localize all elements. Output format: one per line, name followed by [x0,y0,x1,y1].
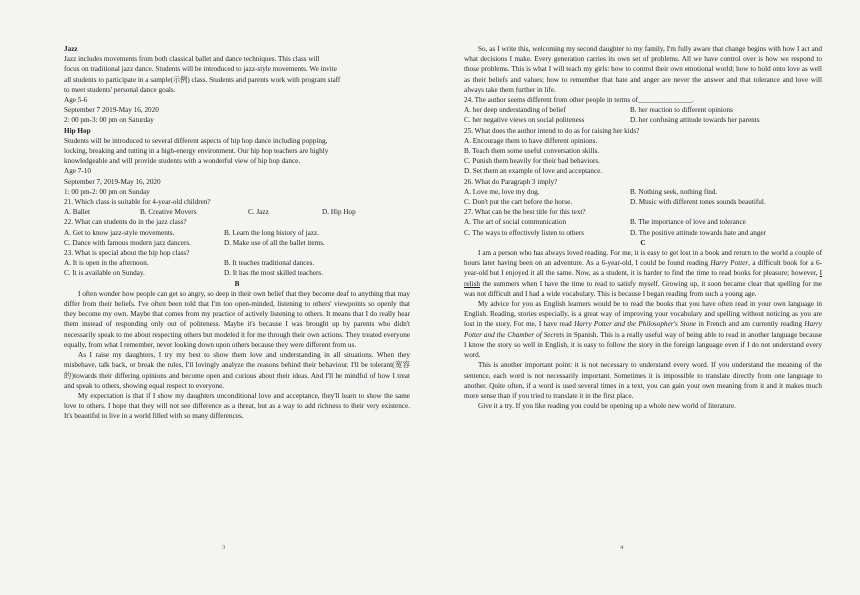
option-a: A. It is open in the afternoon. [64,259,149,268]
option-d: D. The positive attitude towards hate and anger [630,228,766,237]
question-stem: 26. What do Paragraph 3 imply? [464,177,558,186]
question-21 [64,197,410,217]
jazz-line: Jazz includes movements from both classical ballet and dance techniques. This class will [64,55,320,64]
passage-b-paragraph-3: My expectation is that if I show my daughters unconditional love and acceptance, they'll learn to show the same love to others. I hope that they will not see difference as a threat, but as a way to add richness to their very existence. It's beautiful to live in a world filled with so many differences. [64,391,410,421]
page-number: 3 [222,544,226,551]
option-c: C. Don't put the cart before the horse. [464,198,573,207]
option-c: C. Jazz [248,208,269,217]
question-stem: 22. What can students do in the jazz class? [64,218,187,227]
option-c: C. her negative views on social politeness [464,116,585,125]
option-row [64,207,410,217]
option-d: D. Make use of all the ballet items. [224,238,325,247]
jazz-age: Age 5-6 [64,96,88,105]
question-22 [64,217,410,248]
option-a: A. Get to know jazz-style movements. [64,228,175,237]
option-c: C. Punish them heavily for their bad behaviors. [464,157,600,166]
option-row [464,197,822,207]
question-stem: 24. The author seems different from other people in terms of_______________. [464,96,694,105]
question-stem: 25. What does the author intend to do as for raising her kids? [464,126,640,135]
option-row [64,268,410,278]
option-row [464,228,822,238]
hiphop-line: locking, breaking and tutting in a high-energy environment. Our hip hop teachers are highly [64,147,329,156]
text-run: My advice for you as English learners would be to read the books that you have often read in your own language in English. Reading, stories especially, is a great way of improving your vocabulary and spelling without noticing as you are lost in the story. For me, I have read [464,300,822,329]
hiphop-age: Age 7-10 [64,167,91,176]
page-number: 4 [620,544,624,551]
jazz-heading: Jazz [64,45,78,53]
passage-c-paragraph-3: This is another important point: it is not necessary to understand every word. If you understand the meaning of the sentence, each word is not necessarily important. Sometimes it is impossible to translate directly from one language to another. Quite often, if a word is used several times in a text, you can gain your own meaning from it and it makes much more sense than if you tried to translate it in the first place. [464,361,822,400]
option-row [64,258,410,268]
option-row [464,187,822,197]
jazz-section [64,54,410,125]
text-run: I am a person who has always loved reading. For me, it is easy to get lost in a book and return to the world a couple of hours later having been on an adventure. As a 6-year-old, I could be found reading [464,249,822,268]
passage-c-paragraph-2 [464,299,822,360]
jazz-line: to meet students' personal dance goals. [64,85,176,94]
passage-c-paragraph-1 [464,248,822,299]
option-b: B. Teach them some useful conversation skills. [464,147,600,156]
text-run: the summers when I have the time to read to satisfy myself. Growing up, it soon became clear that spelling for me was not difficult and I had a wide vocabulary. This is because I began reading from such a young age. [464,279,822,298]
option-c: C. Dance with famous modern jazz dancers. [64,238,191,247]
option-b: B. Learn the long history of jazz. [224,228,320,237]
option-row [464,105,822,115]
question-stem: 27. What can be the best title for this text? [464,208,586,217]
option-a: A. Ballet [64,208,90,217]
book-title: Harry Potter and the Philosopher's Stone [574,320,697,329]
option-d: D. her confusing attitude towards her parents [630,116,760,125]
jazz-time: 2: 00 pm-3: 00 pm on Saturday [64,116,154,125]
option-d: D. Hip Hop [322,208,356,217]
option-row [464,115,822,125]
book-title: Harry Potter and the Chamber of Secrets [464,320,822,339]
question-24 [464,95,822,126]
hiphop-line: Students will be introduced to several different aspects of hip hop dance including popping, [64,136,328,145]
option-a: A. her deep understanding of belief [464,106,566,115]
book-title: Harry Potter [710,259,749,268]
option-b: B. It teaches traditional dances. [224,259,315,268]
hiphop-line: knowledgeable and will provide students with a wonderful view of hip hop dance. [64,157,301,166]
underlined-phrase: I relish [464,269,822,288]
text-run: in French and am currently reading [696,320,805,329]
passage-b-paragraph-4: So, as I write this, welcoming my second daughter to my family, I'm fully aware that change begins with how I act and what decisions I make. Every generation carries its own set of problems. All we have control over is how we respond to those problems. This is what I will teach my girls: how to control their own emotional world; how to hold onto love as well as their beliefs and values; how to remember that hate and anger are never the answer and that tolerance and love will always take them further in life. [464,45,822,94]
option-a: A. The art of social communication [464,218,567,227]
hiphop-dates: September 7, 2019-May 16, 2020 [64,177,161,186]
option-d: D. Music with different tones sounds beautiful. [630,198,766,207]
option-a: A. Encourage them to have different opinions. [464,136,598,145]
jazz-line: focus on traditional jazz dance. Students will be introduced to jazz-style movements. We invite [64,65,337,74]
option-b: B. Creative Movers [140,208,197,217]
option-a: A. Love me, love my dog. [464,187,540,196]
hiphop-heading: Hip Hop [64,126,91,135]
question-23 [64,248,410,279]
jazz-line: all students to participate in a sample(示例) class. Students and parents work with program staff [64,75,341,84]
option-b: B. Nothing seek, nothing find. [630,187,718,196]
passage-b-paragraph-1: I often wonder how people can get so angry, so deep in their own belief that they become deaf to anything that may differ from their beliefs. I've often been told that I'm too open-minded, listening to others' viewpoints so openly that they become my own. Maybe that comes from my practice of actively listening to others. It means that I do really hear them instead of responding only out of politeness. Maybe it's because I was brought up by parents who didn't necessarily speak to me about respecting others but modeled it for me through their own actions. They treated everyone equally, from what I remember, never looking down upon others because they were different from us. [64,289,410,349]
passage-c-paragraph-4: Give it a try. If you like reading you could be opening up a whole new world of literature. [478,402,736,411]
jazz-dates: September 7 2019-May 16, 2020 [64,106,159,115]
question-stem: 23. What is special about the hip hop class? [64,249,190,258]
option-d: D. It has the most skilled teachers. [224,269,324,278]
question-27 [464,207,822,238]
right-page [430,0,860,595]
hiphop-section [64,136,410,197]
question-stem: 21. Which class is suitable for 4-year-old children? [64,198,211,207]
section-c-heading: C [640,238,646,247]
text-run: in Spanish. This is a really useful way of being able to read in another language because I know the story so well in English, it is easy to follow the story in the foreign language even if I do not understand every word. [464,330,822,360]
option-row [64,238,410,248]
passage-b-paragraph-2: As I raise my daughters, I try my best to show them love and understanding in all situations. When they misbehave, talk back, or break the rules, I'll lovingly analyze the reasons behind their behaviour. I'll be tolerant(宽容的)towards their differing opinions and become open and curious about their ideas. And I'll be mindful of how I treat and speak to others, showing equal respect to everyone. [64,351,410,390]
option-b: B. her reaction to different opinions [630,106,733,115]
option-d: D. Set them an example of love and acceptance. [464,167,603,176]
option-c: C. The ways to effectively listen to others [464,228,584,237]
question-26 [464,177,822,208]
section-b-heading: B [234,279,240,288]
option-row [464,217,822,227]
question-25 [464,126,822,177]
option-b: B. The importance of love and tolerance [630,218,746,227]
text-run: , a difficult book for a 6-year-old but I enjoyed it all the same. Now, as a student, it is harder to find the time to read books for pleasure; however, [464,259,822,278]
option-row [64,228,410,238]
hiphop-time: 1: 00 pm-2: 00 pm on Sunday [64,187,150,196]
option-c: C. It is available on Sunday. [64,269,145,278]
